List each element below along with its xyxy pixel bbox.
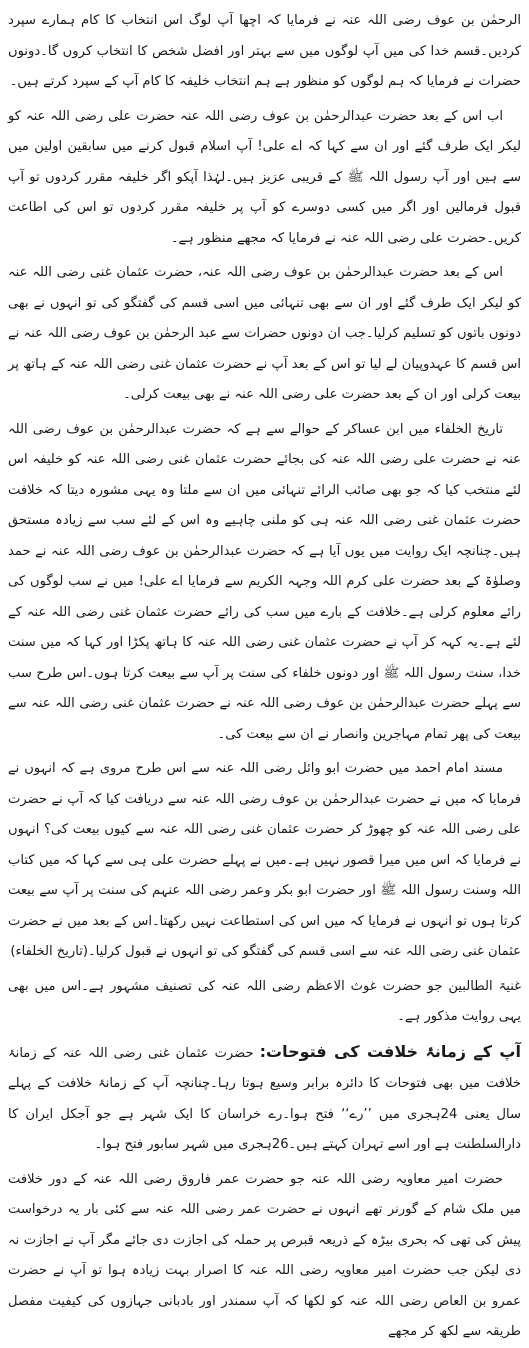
paragraph-cyprus-request: حضرت امیر معاویہ رضی اللہ عنہ جو حضرت عمر فاروق رضی اللہ عنہ کے دور خلافت میں ملک شام کے گورنر تھے انہوں نے حضرت عمر رضی اللہ عنہ سے کئی بار یہ درخواست پیش کی تھی کہ بحری بیڑہ کے ذریعہ قبرص پر حملہ کی اجازت دی جائے مگر آپ نے اجازت نہ دی لیکن جب حضرت امیر معاویہ رضی اللہ عنہ کا اصرار بہت زیادہ ہوا تو آپ نے حضرت عمرو بن العاص رضی اللہ عنہ کو لکھا کہ آپ سمندر اور بادبانی جہازوں کی کیفیت مفصل طریقہ سے لکھ کر مجھے: [8, 1171, 521, 1339]
paragraph-talk-with-ali: اب اس کے بعد حضرت عبدالرحمٰن بن عوف رضی اللہ عنہ حضرت علی رضی اللہ عنہ کو لیکر ایک طرف گئے اور ان سے کہا کہ اے علی! آپ اسلام قبول کرنے میں سابقین اولین میں سے ہیں اور آپ رسول اللہ ﷺ کے قریبی عزیز ہیں۔لہٰذا آپکو اگر خلیفہ مقرر کردوں تو آپ قبول فرمالیں اور اگر میں کسی دوسرے کو آپ پر خلیفہ مقرر کردوں تو اس کی اطاعت کریں۔حضرت علی رضی اللہ عنہ نے فرمایا کہ مجھے منظور ہے۔: [8, 108, 521, 246]
section-heading-conquests: آپ کے زمانۂ خلافت کی فتوحات:: [259, 1041, 521, 1061]
paragraph-selection-agreement: الرحمٰن بن عوف رضی اللہ عنہ نے فرمایا کہ اچھا آپ لوگ اس انتخاب کا کام ہمارے سپرد کردیں۔قسم خدا کی میں آپ لوگوں میں سے بہتر اور افضل شخص کا انتخاب کروں گا۔دونوں حضرات نے فرمایا کہ ہم لوگوں کو منظور ہے ہم انتخاب خلیفہ کا کام آپ کے سپرد کرتے ہیں۔: [8, 13, 521, 89]
conquests-text: حضرت عثمان غنی رضی اللہ عنہ کے زمانۂ خلافت میں بھی فتوحات کا دائرہ برابر وسیع ہوتا رہا۔چنانچہ آپ کے زمانۂ خلافت کے پہلے سال یعنی 24ہجری میں ’’رے‘‘ فتح ہوا۔رے خراسان کا ایک شہر ہے جو آجکل ایران کا دارالسلطنت ہے اور اسے تہران کہتے ہیں۔26ہجری میں شہر سابور فتح ہوا۔: [8, 1045, 521, 1152]
paragraph-conquests: [8, 1037, 521, 1161]
paragraph-talk-with-uthman: اس کے بعد حضرت عبدالرحمٰن بن عوف رضی اللہ عنہ، حضرت عثمان غنی رضی اللہ عنہ کو لیکر ایک طرف گئے اور ان سے بھی تنہائی میں اسی قسم کی گفتگو کی تو انہوں نے بھی دونوں باتوں کو تسلیم کرلیا۔جب ان دونوں حضرات سے عبد الرحمٰن بن عوف رضی اللہ عنہ نے اس قسم کا عہدوپیان لے لیا تو اس کے بعد آپ نے حضرت عثمان غنی رضی اللہ عنہ کے ہاتھ پر بیعت کرلی اور ان کے بعد حضرت علی رضی اللہ عنہ نے بھی بیعت کرلی۔: [8, 265, 521, 402]
paragraph-tarikh-al-khulafa: تاریخ الخلفاء میں ابن عساکر کے حوالے سے ہے کہ حضرت عبدالرحمٰن بن عوف رضی اللہ عنہ نے حضرت علی رضی اللہ عنہ کی بجائے حضرت عثمان غنی رضی اللہ عنہ کو خلیفہ اس لئے منتخب کیا کہ جو بھی صائب الرائے تنہائی میں ان سے ملتا وہ یہی مشورہ دیتا کہ خلافت حضرت عثمان غنی رضی اللہ عنہ ہی کو ملنی چاہیے وہ اس کے لئے سب سے زیادہ مستحق ہیں۔چنانچہ ایک روایت میں یوں آیا ہے کہ حضرت عبدالرحمٰن بن عوف رضی اللہ عنہ نے حمد وصلوٰۃ کے بعد حضرت علی کرم اللہ وجہہ الکریم سے فرمایا اے علی! میں نے سب لوگوں کی رائے معلوم کرلی ہے۔خلافت کے بارے میں سب کی رائے حضرت عثمان غنی رضی اللہ عنہ کے لئے ہے۔یہ کہہ کر آپ نے حضرت عثمان غنی رضی اللہ عنہ کا ہاتھ پکڑا اور کہا کہ میں سنت خدا، سنت رسول اللہ ﷺ اور دونوں خلفاء کی سنت پر آپ سے بیعت کرتا ہوں۔اس طرح سب سے پہلے حضرت عبدالرحمٰن بن عوف رضی اللہ عنہ نے حضرت عثمان غنی رضی اللہ عنہ سے بیعت کی پھر تمام مہاجرین وانصار نے ان سے بیعت کی۔: [8, 421, 521, 742]
paragraph-ghunyat-al-talibin: غنیۃ الطالبین جو حضرت غوث الاعظم رضی اللہ عنہ کی تصنیف مشہور ہے۔اس میں بھی یہی روایت مذکور ہے۔: [8, 978, 521, 1024]
paragraph-musnad-ahmad: مسند امام احمد میں حضرت ابو وائل رضی اللہ عنہ سے اس طرح مروی ہے کہ انہوں نے فرمایا کہ میں نے حضرت عبدالرحمٰن بن عوف رضی اللہ عنہ سے دریافت کیا کہ آپ نے حضرت علی رضی اللہ عنہ کو چھوڑ کر حضرت عثمان غنی رضی اللہ عنہ سے کیوں بیعت کی؟ انہوں نے فرمایا کہ اس میں میرا قصور نہیں ہے۔میں نے پہلے حضرت علی ہی سے کہا کہ میں کتاب اللہ وسنت رسول اللہ ﷺ اور حضرت ابو بکر وعمر رضی اللہ عنہم کی سنت پر آپ سے بیعت کرتا ہوں تو انہوں نے فرمایا کہ میں اس کی استطاعت نہیں رکھتا۔اس کے بعد میں نے حضرت عثمان غنی رضی اللہ عنہ سے اسی قسم کی گفتگو کی تو انہوں نے قبول کرلیا۔(تاریخ الخلفاء): [8, 761, 521, 959]
